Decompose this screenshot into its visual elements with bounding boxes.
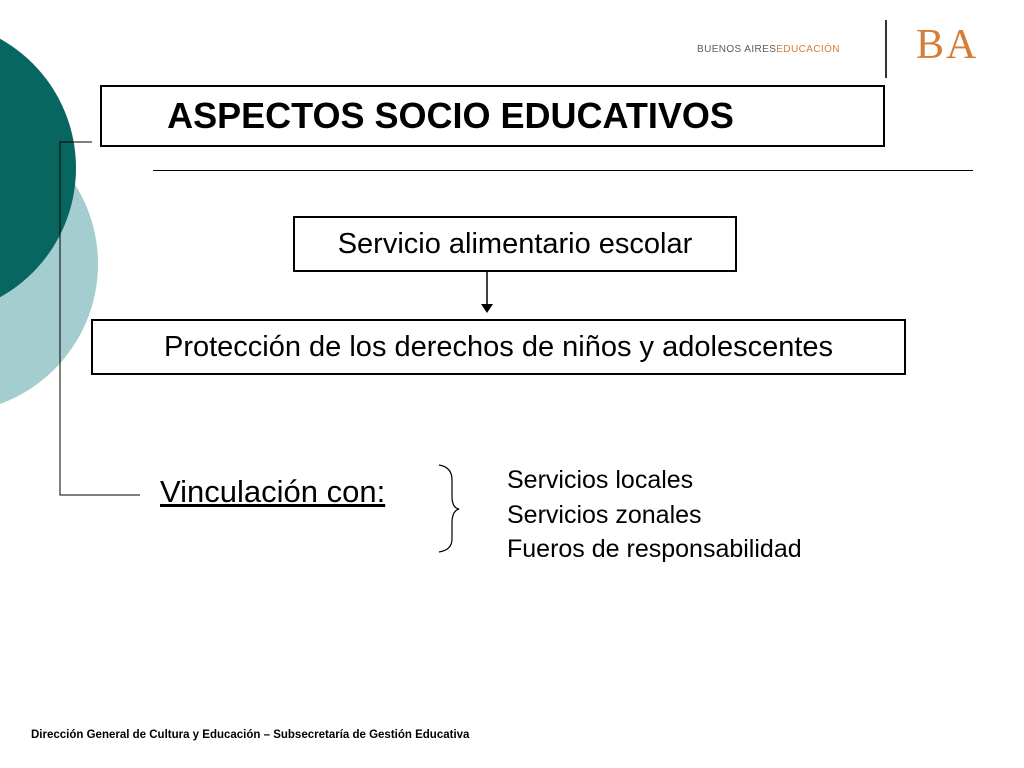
service-label: Servicio alimentario escolar: [337, 227, 693, 260]
ba-logo: BA: [916, 22, 979, 68]
service-box: [293, 216, 737, 272]
vinculacion-list: [507, 463, 802, 567]
page-title: ASPECTOS SOCIO EDUCATIVOS: [167, 95, 734, 136]
list-item: Servicios zonales: [507, 500, 702, 529]
logo-text-prefix: BUENOS AIRES: [697, 44, 777, 55]
logo-text-accent: EDUCACIÓN: [776, 44, 840, 55]
vinculacion-label: Vinculación con:: [160, 474, 386, 509]
curly-brace: [439, 465, 459, 552]
arrow-head: [481, 304, 493, 313]
protection-box: [91, 319, 906, 375]
footer-text: Dirección General de Cultura y Educación – Subsecretaría de Gestión Educativa: [31, 729, 470, 741]
list-item: Fueros de responsabilidad: [507, 535, 802, 563]
list-item: Servicios locales: [507, 466, 694, 494]
title-box: [100, 85, 885, 147]
title-underline-rule: [153, 170, 973, 171]
protection-label: Protección de los derechos de niños y adolescentes: [163, 330, 834, 363]
